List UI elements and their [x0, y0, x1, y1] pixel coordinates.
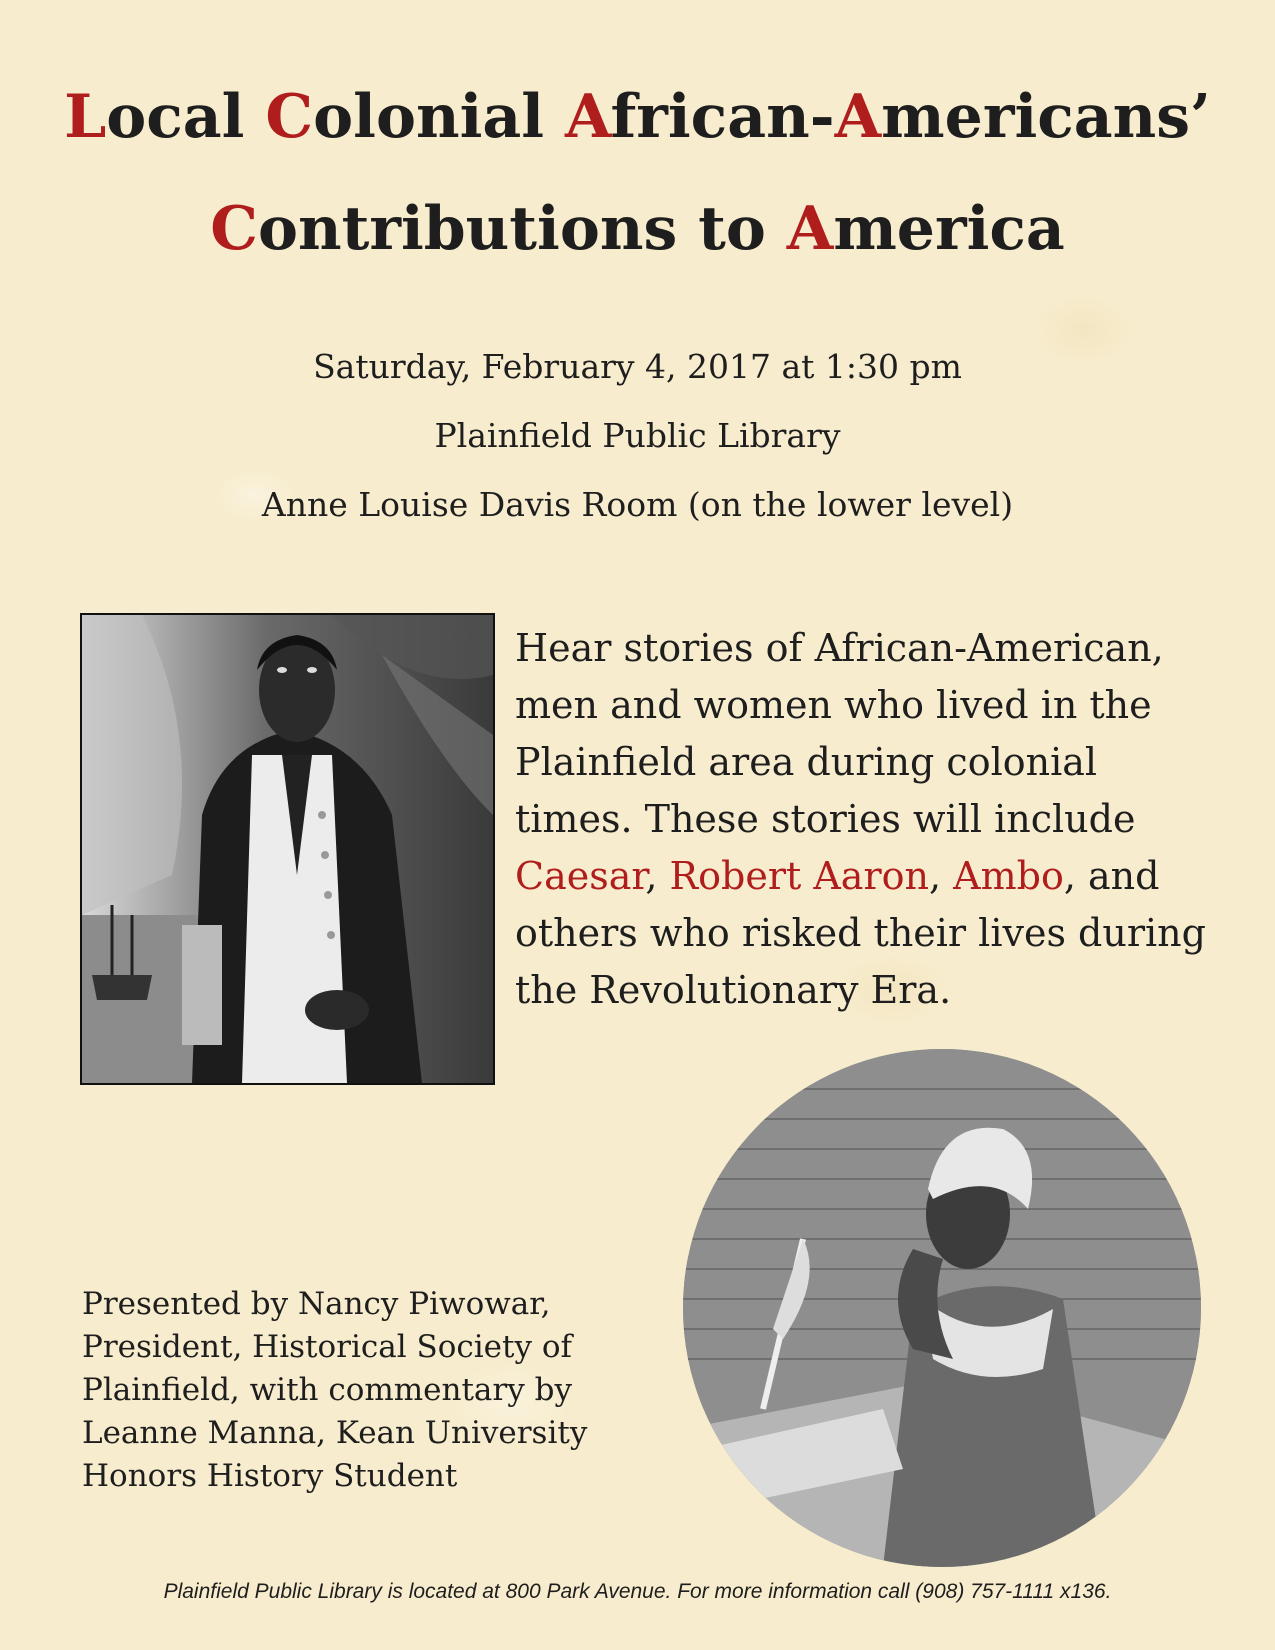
title-initial: C [265, 82, 314, 152]
portrait-woman-with-quill-image [683, 1049, 1201, 1567]
name-line-end: , and [1063, 854, 1160, 898]
name-separator: , [928, 854, 954, 898]
description-line: the Revolutionary Era. [515, 968, 952, 1012]
presenter-line: President, Historical Society of [82, 1329, 572, 1365]
footer-location-info: Plainfield Public Library is located at 800 Park Avenue. For more information call (908) 757-1111 x136. [163, 1580, 1112, 1603]
title-word: frican- [610, 82, 835, 152]
name-separator: , [645, 854, 670, 898]
title-word: mericans’ [881, 82, 1211, 152]
presenter-line: Plainfield, with commentary by [82, 1372, 572, 1408]
title-line-2 [0, 194, 1275, 264]
description-line: times. These stories will include [515, 797, 1136, 841]
description-names-line [515, 848, 1215, 905]
title-word: ontributions to [257, 194, 787, 264]
presenter-line: Leanne Manna, Kean University [82, 1415, 588, 1451]
description-line: others who risked their lives during [515, 911, 1206, 955]
event-description [515, 620, 1215, 1019]
event-date: Saturday, February 4, 2017 at 1:30 pm [313, 347, 962, 386]
title-initial: C [210, 194, 258, 264]
title-line-1 [0, 82, 1275, 152]
event-venue: Plainfield Public Library [434, 416, 841, 455]
title-initial: A [786, 194, 834, 264]
name-ambo: Ambo [953, 854, 1064, 898]
event-room: Anne Louise Davis Room (on the lower level) [261, 485, 1014, 524]
name-caesar: Caesar [515, 854, 646, 898]
title-initial: A [564, 82, 611, 152]
description-line: Hear stories of African-American, [515, 626, 1164, 670]
title-word: olonial [313, 82, 565, 152]
title-initial: A [834, 82, 882, 152]
title-word: ocal [106, 82, 266, 152]
portrait-colonial-man-image [80, 613, 495, 1085]
presenter-line: Presented by Nancy Piwowar, [82, 1286, 551, 1322]
title-initial: L [64, 82, 107, 152]
title-word: merica [833, 194, 1065, 264]
description-line: Plainfield area during colonial [515, 740, 1098, 784]
description-line: men and women who lived in the [515, 683, 1152, 727]
presenter-line: Honors History Student [82, 1458, 458, 1494]
name-robert-aaron: Robert Aaron [669, 854, 929, 898]
presenter-credit [82, 1283, 642, 1498]
